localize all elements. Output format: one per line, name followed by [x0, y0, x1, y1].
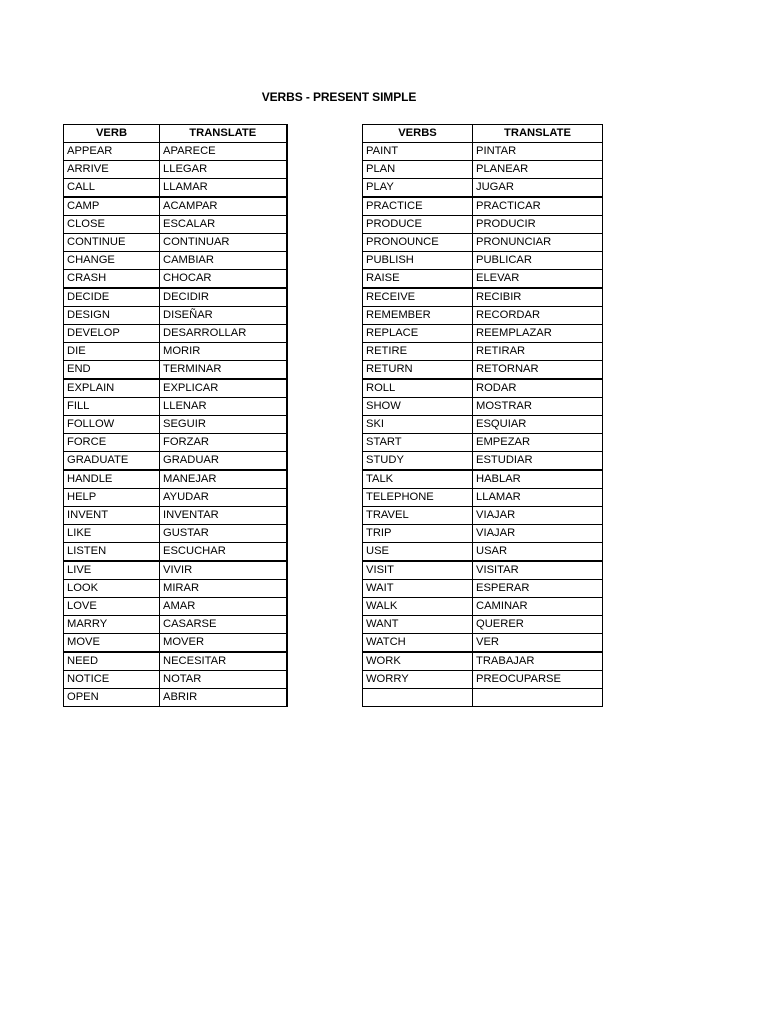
verb-cell: NEED — [64, 652, 160, 671]
table-row — [363, 234, 603, 252]
translation-cell: CASARSE — [160, 616, 287, 634]
translation-cell: FORZAR — [160, 434, 287, 452]
verb-cell: LIKE — [64, 525, 160, 543]
translation-cell: PRONUNCIAR — [473, 234, 603, 252]
table-row — [363, 343, 603, 361]
verb-cell: PLAY — [363, 179, 473, 198]
verb-cell: OPEN — [64, 689, 160, 707]
verb-cell: APPEAR — [64, 143, 160, 161]
translation-cell: LLEGAR — [160, 161, 287, 179]
translation-cell: AMAR — [160, 598, 287, 616]
left-verb-table — [63, 124, 288, 707]
verb-cell — [363, 689, 473, 707]
verb-cell: RETIRE — [363, 343, 473, 361]
table-row — [363, 434, 603, 452]
verb-cell: WORK — [363, 652, 473, 671]
verb-cell: END — [64, 361, 160, 380]
table-row — [64, 434, 287, 452]
translation-cell: PREOCUPARSE — [473, 671, 603, 689]
table-row — [363, 598, 603, 616]
table-row — [64, 416, 287, 434]
table-row — [64, 270, 287, 289]
translation-cell: PUBLICAR — [473, 252, 603, 270]
verb-cell: PAINT — [363, 143, 473, 161]
verb-cell: NOTICE — [64, 671, 160, 689]
translation-cell: ACAMPAR — [160, 197, 287, 216]
translation-cell: NECESITAR — [160, 652, 287, 671]
translation-cell: PINTAR — [473, 143, 603, 161]
table-row — [64, 288, 287, 307]
table-header-row — [363, 125, 603, 143]
verb-cell: DIE — [64, 343, 160, 361]
translation-cell: RODAR — [473, 379, 603, 398]
table-row — [363, 179, 603, 198]
table-row — [64, 689, 287, 707]
table-row — [363, 489, 603, 507]
table-row — [64, 161, 287, 179]
translation-cell: MOVER — [160, 634, 287, 653]
translation-cell: RECORDAR — [473, 307, 603, 325]
table-row — [64, 307, 287, 325]
table-row — [363, 452, 603, 471]
translation-cell: RETORNAR — [473, 361, 603, 380]
table-row — [363, 361, 603, 380]
table-header-row — [64, 125, 287, 143]
verb-cell: REPLACE — [363, 325, 473, 343]
verb-cell: HANDLE — [64, 470, 160, 489]
translation-cell: LLENAR — [160, 398, 287, 416]
verb-cell: MOVE — [64, 634, 160, 653]
verb-cell: WANT — [363, 616, 473, 634]
table-row — [363, 616, 603, 634]
verb-cell: TRIP — [363, 525, 473, 543]
translation-cell: EMPEZAR — [473, 434, 603, 452]
verb-cell: DEVELOP — [64, 325, 160, 343]
verb-cell: HELP — [64, 489, 160, 507]
verb-cell: PRODUCE — [363, 216, 473, 234]
table-row — [363, 525, 603, 543]
table-row — [64, 634, 287, 653]
translation-cell: MIRAR — [160, 580, 287, 598]
verb-cell: STUDY — [363, 452, 473, 471]
translation-cell: TERMINAR — [160, 361, 287, 380]
translation-cell: ESCALAR — [160, 216, 287, 234]
translation-cell: GRADUAR — [160, 452, 287, 471]
verb-cell: START — [363, 434, 473, 452]
table-row — [64, 598, 287, 616]
verb-cell: GRADUATE — [64, 452, 160, 471]
translation-cell: RECIBIR — [473, 288, 603, 307]
verb-cell: RECEIVE — [363, 288, 473, 307]
translation-cell — [473, 689, 603, 707]
translation-cell: PLANEAR — [473, 161, 603, 179]
column-header-translate: TRANSLATE — [160, 125, 287, 143]
table-row — [363, 671, 603, 689]
verb-cell: PRONOUNCE — [363, 234, 473, 252]
verb-cell: RAISE — [363, 270, 473, 289]
table-row — [64, 561, 287, 580]
verb-cell: SKI — [363, 416, 473, 434]
table-row — [363, 470, 603, 489]
translation-cell: ESPERAR — [473, 580, 603, 598]
verb-cell: TELEPHONE — [363, 489, 473, 507]
translation-cell: MOSTRAR — [473, 398, 603, 416]
verb-cell: WALK — [363, 598, 473, 616]
translation-cell: ABRIR — [160, 689, 287, 707]
table-row — [64, 197, 287, 216]
table-row — [64, 671, 287, 689]
table-row — [64, 143, 287, 161]
verb-cell: PLAN — [363, 161, 473, 179]
verb-cell: CAMP — [64, 197, 160, 216]
verb-cell: MARRY — [64, 616, 160, 634]
table-row — [64, 343, 287, 361]
table-row — [363, 307, 603, 325]
table-row — [363, 197, 603, 216]
column-header-verb: VERB — [64, 125, 160, 143]
table-row — [363, 252, 603, 270]
verb-cell: PRACTICE — [363, 197, 473, 216]
table-row — [363, 325, 603, 343]
verb-cell: CLOSE — [64, 216, 160, 234]
verb-cell: FILL — [64, 398, 160, 416]
translation-cell: CAMBIAR — [160, 252, 287, 270]
translation-cell: VIVIR — [160, 561, 287, 580]
table-row — [64, 361, 287, 380]
verb-cell: FOLLOW — [64, 416, 160, 434]
table-row — [64, 652, 287, 671]
translation-cell: RETIRAR — [473, 343, 603, 361]
verb-cell: FORCE — [64, 434, 160, 452]
translation-cell: TRABAJAR — [473, 652, 603, 671]
verb-cell: USE — [363, 543, 473, 562]
verb-cell: TRAVEL — [363, 507, 473, 525]
table-row — [64, 216, 287, 234]
translation-cell: NOTAR — [160, 671, 287, 689]
translation-cell: SEGUIR — [160, 416, 287, 434]
verb-cell: CRASH — [64, 270, 160, 289]
verb-cell: SHOW — [363, 398, 473, 416]
table-row — [363, 270, 603, 289]
right-verb-table — [362, 124, 603, 707]
table-row — [363, 689, 603, 707]
verb-cell: TALK — [363, 470, 473, 489]
verb-cell: WORRY — [363, 671, 473, 689]
translation-cell: JUGAR — [473, 179, 603, 198]
column-header-translate: TRANSLATE — [473, 125, 603, 143]
translation-cell: VER — [473, 634, 603, 653]
translation-cell: CONTINUAR — [160, 234, 287, 252]
verb-cell: INVENT — [64, 507, 160, 525]
translation-cell: DISEÑAR — [160, 307, 287, 325]
translation-cell: VIAJAR — [473, 507, 603, 525]
translation-cell: ELEVAR — [473, 270, 603, 289]
translation-cell: MORIR — [160, 343, 287, 361]
table-row — [64, 470, 287, 489]
translation-cell: MANEJAR — [160, 470, 287, 489]
table-row — [363, 543, 603, 562]
verb-cell: VISIT — [363, 561, 473, 580]
column-header-verbs: VERBS — [363, 125, 473, 143]
verb-cell: LOOK — [64, 580, 160, 598]
table-row — [64, 452, 287, 471]
table-row — [363, 161, 603, 179]
translation-cell: PRODUCIR — [473, 216, 603, 234]
verb-cell: ARRIVE — [64, 161, 160, 179]
verb-cell: DECIDE — [64, 288, 160, 307]
translation-cell: DECIDIR — [160, 288, 287, 307]
verb-cell: WAIT — [363, 580, 473, 598]
translation-cell: APARECE — [160, 143, 287, 161]
translation-cell: AYUDAR — [160, 489, 287, 507]
verb-cell: RETURN — [363, 361, 473, 380]
table-row — [64, 489, 287, 507]
table-row — [64, 543, 287, 562]
translation-cell: REEMPLAZAR — [473, 325, 603, 343]
translation-cell: CAMINAR — [473, 598, 603, 616]
verb-cell: CONTINUE — [64, 234, 160, 252]
verb-cell: CHANGE — [64, 252, 160, 270]
table-row — [363, 379, 603, 398]
translation-cell: LLAMAR — [473, 489, 603, 507]
table-row — [363, 507, 603, 525]
table-row — [64, 525, 287, 543]
table-row — [64, 580, 287, 598]
table-row — [64, 398, 287, 416]
table-row — [363, 216, 603, 234]
table-row — [64, 234, 287, 252]
translation-cell: DESARROLLAR — [160, 325, 287, 343]
table-row — [363, 398, 603, 416]
translation-cell: ESTUDIAR — [473, 452, 603, 471]
translation-cell: VIAJAR — [473, 525, 603, 543]
translation-cell: GUSTAR — [160, 525, 287, 543]
translation-cell: EXPLICAR — [160, 379, 287, 398]
table-row — [64, 379, 287, 398]
verb-cell: PUBLISH — [363, 252, 473, 270]
translation-cell: ESCUCHAR — [160, 543, 287, 562]
translation-cell: LLAMAR — [160, 179, 287, 198]
table-row — [363, 580, 603, 598]
table-row — [64, 507, 287, 525]
table-row — [363, 561, 603, 580]
translation-cell: CHOCAR — [160, 270, 287, 289]
table-row — [363, 416, 603, 434]
table-row — [363, 652, 603, 671]
table-row — [363, 288, 603, 307]
verb-cell: EXPLAIN — [64, 379, 160, 398]
translation-cell: USAR — [473, 543, 603, 562]
verb-cell: CALL — [64, 179, 160, 198]
table-row — [363, 143, 603, 161]
verb-cell: LIVE — [64, 561, 160, 580]
translation-cell: INVENTAR — [160, 507, 287, 525]
translation-cell: ESQUIAR — [473, 416, 603, 434]
page-title-text: VERBS - PRESENT SIMPLE — [261, 90, 417, 104]
verb-cell: WATCH — [363, 634, 473, 653]
translation-cell: VISITAR — [473, 561, 603, 580]
translation-cell: PRACTICAR — [473, 197, 603, 216]
verb-cell: LISTEN — [64, 543, 160, 562]
translation-cell: QUERER — [473, 616, 603, 634]
page-title — [0, 90, 768, 104]
table-row — [363, 634, 603, 653]
table-row — [64, 325, 287, 343]
verb-cell: LOVE — [64, 598, 160, 616]
translation-cell: HABLAR — [473, 470, 603, 489]
verb-cell: REMEMBER — [363, 307, 473, 325]
verb-cell: ROLL — [363, 379, 473, 398]
table-row — [64, 179, 287, 198]
table-row — [64, 616, 287, 634]
verb-cell: DESIGN — [64, 307, 160, 325]
table-row — [64, 252, 287, 270]
